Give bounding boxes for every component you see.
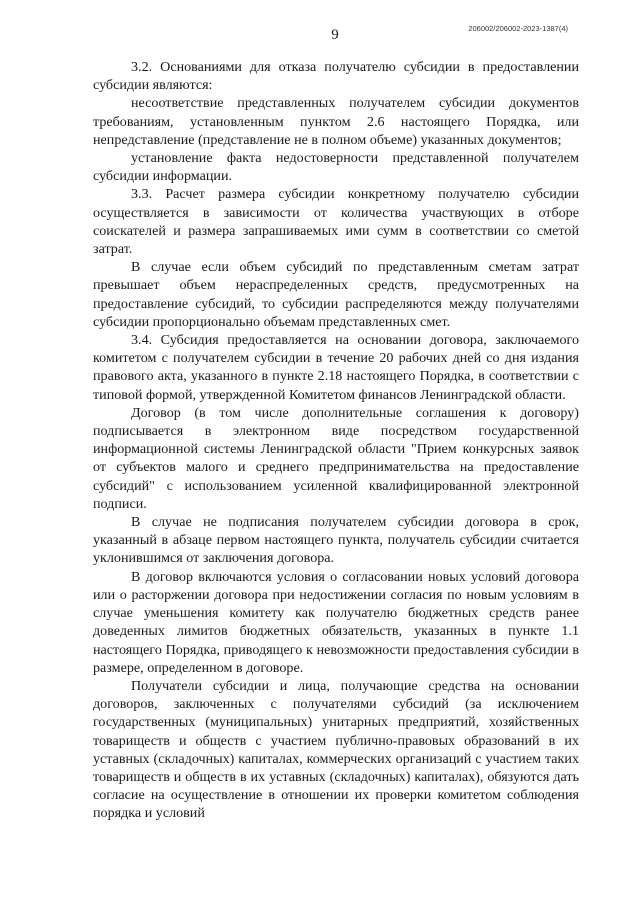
paragraph-electronic-signing: Договор (в том числе дополнительные соглашения к договору) подписывается в электронном виде посредством государственной информационной системы Ленинградской области "Прием конкурсных заявок от субъектов малого и среднего предпринимательства на предоставление субсидий" с использованием усиленной квалифицированной электронной подписи. bbox=[93, 404, 579, 512]
document-id: 206002/206002-2023-1387(4) bbox=[468, 24, 568, 33]
paragraph-not-signed: В случае не подписания получателем субсидии договора в срок, указанный в абзаце первом настоящего пункта, получатель субсидии считается уклонившимся от заключения договора. bbox=[93, 514, 579, 567]
paragraph-recipients-consent: Получатели субсидии и лица, получающие средства на основании договоров, заключенных с получателями субсидий (за исключением государственных (муниципальных) унитарных предприятий, хозяйственных товариществ и обществ с участием публично-правовых образований в их уставных (складочных) капиталах, коммерческих организаций с участием таких товариществ и обществ в их уставных (складочных) капиталах), обязуются дать согласие на осуществление в отношении их проверки комитетом соблюдения порядка и условий bbox=[93, 677, 579, 822]
paragraph-proportional: В случае если объем субсидий по представленным сметам затрат превышает объем нераспределенных средств, предусмотренных на предоставление субсидий, то субсидии распределяются между получателями субсидии пропорционально объемам представленных смет. bbox=[93, 259, 579, 330]
paragraph-false-info: установление факта недостоверности представленной получателем субсидии информации. bbox=[93, 150, 579, 185]
paragraph-3-4: 3.4. Субсидия предоставляется на основании договора, заключаемого комитетом с получателем субсидии в течение 20 рабочих дней со дня издания правового акта, указанного в пункте 2.18 настоящего Порядка, в соответствии с типовой формой, утвержденной Комитетом финансов Ленинградской области. bbox=[93, 332, 579, 403]
paragraph-3-3: 3.3. Расчет размера субсидии конкретному получателю субсидии осуществляется в зависимости от количества участвующих в отборе соискателей и размера запрашиваемых ими сумм в соответствии со сметой затрат. bbox=[93, 186, 579, 258]
document-body bbox=[93, 58, 579, 823]
paragraph-contract-conditions: В договор включаются условия о согласовании новых условий договора или о расторжении договора при недостижении согласия по новым условиям в случае уменьшения комитету как получателю бюджетных средств ранее доведенных лимитов бюджетных обязательств, указанных в пункте 1.1 настоящего Порядка, приводящего к невозможности предоставления субсидии в размере, определенном в договоре. bbox=[93, 568, 579, 676]
page-number: 9 bbox=[331, 27, 339, 43]
paragraph-3-2: 3.2. Основаниями для отказа получателю субсидии в предоставлении субсидии являются: bbox=[93, 59, 579, 94]
paragraph-nonconformity: несоответствие представленных получателем субсидии документов требованиям, установленным пунктом 2.6 настоящего Порядка, или непредставление (представление не в полном объеме) указанных документов; bbox=[93, 95, 579, 148]
